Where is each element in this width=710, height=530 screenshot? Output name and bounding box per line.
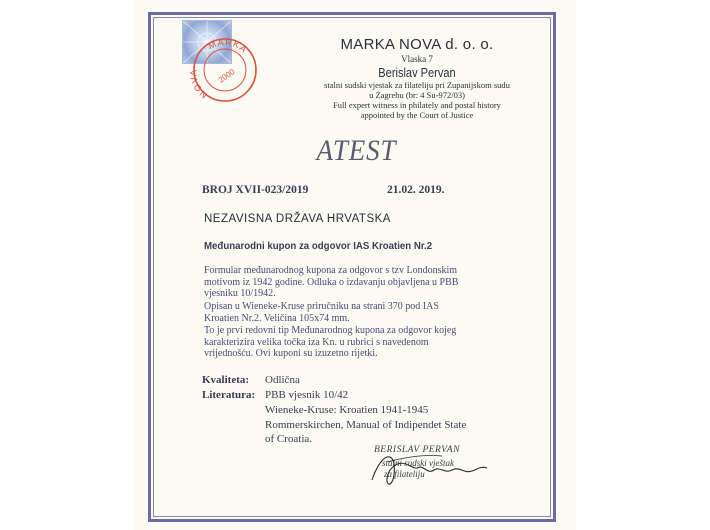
expert-title-line: stalni sudski vjestak za filateliju pri Zupanijskom sudu [324,80,510,90]
signature-title: stalni sudski vještak [382,458,454,468]
literature-value: Rommerskirchen, Manual of Indipendet State [265,419,467,431]
literature-value: PBB vjesnik 10/42 [265,389,349,401]
stamp-top-text: MARKA [206,36,250,56]
literature-value: of Croatia. [265,433,313,445]
paragraph-line: Kroatien Nr.2. Veličina 105x74 mm. [204,312,350,324]
subject-heading: Međunarodni kupon za odgovor IAS Kroatien Nr.2 [204,240,433,252]
company-stamp-icon [188,30,262,104]
literature-label: Literatura: [202,389,256,401]
document-title: ATEST [316,134,397,167]
expert-court-line: u Zagrebu (br: 4 Su-972/03) [369,90,465,100]
handwritten-signature-icon [352,440,552,500]
expert-en-line: Full expert witness in philately and postal history [333,100,501,110]
certificate-page [132,0,576,530]
literature-value: Wieneke-Kruse: Kroatien 1941-1945 [265,404,429,416]
paragraph-line: vjesniku 10/1942. [204,288,276,299]
signature-subtitle: za filateliju [384,469,425,479]
expert-appointed-line: appointed by the Court of Justice [360,110,474,120]
paragraph-line: Opisan u Wieneke-Kruse priručniku na strani 370 pod IAS [204,301,439,312]
signature-name: BERISLAV PERVAN [374,445,460,455]
expert-name: Berislav Pervan [378,65,456,80]
rarity-paragraph [204,325,484,360]
issue-date: 21.02. 2019. [387,184,445,196]
paragraph-line: To je prvi redovni tip Međunarodnog kupona za odgovor kojeg [204,325,457,336]
stamp-left-text: NOVA [188,68,210,101]
reference-number: BROJ XVII-023/2019 [202,184,309,196]
svg-text:NOVA [188,69,209,100]
paragraph-line: Formular međunarodnog kupona za odgovor s tzv Londonskim [204,265,458,276]
description-paragraph [204,265,484,300]
paragraph-line: karakterizira velika točka iza Kn. u rubrici s navedenom [204,336,429,348]
company-street: Vlaska 7 [401,54,433,64]
catalogue-paragraph [204,301,484,324]
quality-label: Kvaliteta: [202,374,250,386]
company-name: MARKA NOVA d. o. o. [340,36,494,53]
signature-block [352,440,552,510]
quality-value: Odlična [265,374,300,386]
paragraph-line: vrijednošću. Ovi kuponi su izuzetno rijetki. [204,348,378,359]
paragraph-line: motivom iz 1942 godine. Odluka o izdavanju objavljena u PBB [204,276,459,288]
stamp-year: 2000 [216,67,237,85]
header [282,36,552,120]
country-heading: NEZAVISNA DRŽAVA HRVATSKA [204,213,391,225]
